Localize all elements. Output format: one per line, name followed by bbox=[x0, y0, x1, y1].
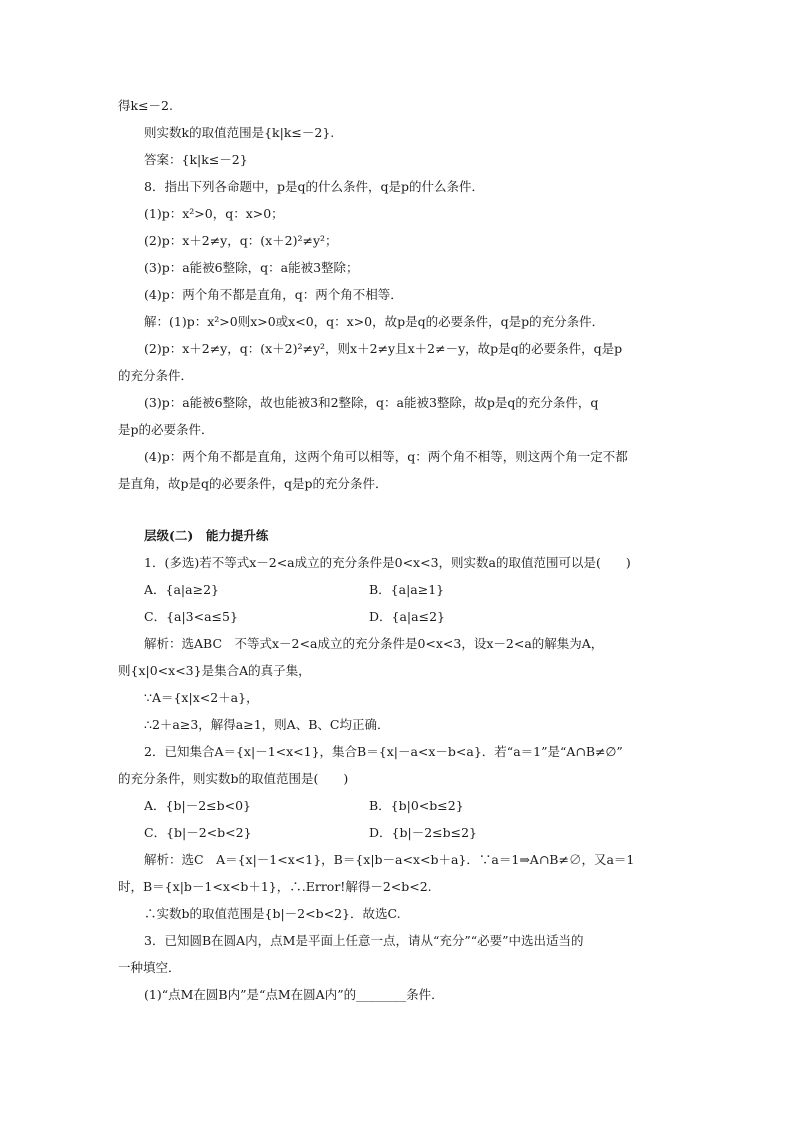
analysis-line: 时，B＝{x|b－1<x<b＋1}，∴.Error!解得－2<b<2. bbox=[118, 879, 432, 894]
solution-line: 是p的必要条件． bbox=[118, 422, 214, 437]
option-a: A．{a|a≥2} bbox=[144, 582, 219, 597]
option-b: B．{a|a≥1} bbox=[369, 582, 445, 597]
analysis-line: ∴实数b的取值范围是{b|－2<b<2}．故选C. bbox=[144, 906, 401, 921]
solution-line: 解：(1)p：x²>0则x>0或x<0，q：x>0，故p是q的必要条件，q是p的充分条件． bbox=[144, 314, 605, 329]
analysis-line: 解析：选C A＝{x|－1<x<1}，B＝{x|b－a<x<b＋a}．∵a＝1⇒A∩B≠∅，又a＝1 bbox=[144, 852, 635, 867]
text-line: 则实数k的取值范围是{k|k≤－2}. bbox=[144, 125, 335, 140]
option-c: C．{b|－2<b<2} bbox=[144, 825, 252, 840]
question-2-cont: 的充分条件，则实数b的取值范围是( ) bbox=[118, 771, 349, 786]
text-line: (3)p：a能被6整除，q：a能被3整除； bbox=[144, 260, 359, 275]
question-3-cont: 一种填空． bbox=[118, 960, 181, 975]
solution-line: 的充分条件． bbox=[118, 368, 194, 383]
section-heading: 层级(二) 能力提升练 bbox=[144, 528, 269, 543]
option-c: C．{a|3<a≤5} bbox=[144, 609, 238, 624]
option-a: A．{b|－2≤b<0} bbox=[144, 798, 252, 813]
answer-line: 答案：{k|k≤－2} bbox=[144, 152, 248, 167]
solution-line: (3)p：a能被6整除，故也能被3和2整除，q：a能被3整除，故p是q的充分条件，q bbox=[144, 395, 599, 410]
option-b: B．{b|0<b≤2} bbox=[369, 798, 464, 813]
text-line: (2)p：x＋2≠y，q：(x＋2)²≠y²； bbox=[144, 233, 338, 248]
solution-line: 是直角，故p是q的必要条件，q是p的充分条件． bbox=[118, 476, 388, 491]
analysis-line: ∴2＋a≥3，解得a≥1，则A、B、C均正确． bbox=[144, 717, 390, 732]
question-1: 1．(多选)若不等式x－2<a成立的充分条件是0<x<3，则实数a的取值范围可以是( ) bbox=[144, 555, 631, 570]
text-line: (1)p：x²>0，q：x>0； bbox=[144, 206, 284, 221]
solution-line: (2)p：x＋2≠y，q：(x＋2)²≠y²，则x＋2≠y且x＋2≠－y，故p是q的必要条件，q是p bbox=[144, 341, 623, 356]
fill-blank-line: (1)“点M在圆B内”是“点M在圆A内”的________条件． bbox=[144, 987, 444, 1002]
analysis-line: 则{x|0<x<3}是集合A的真子集， bbox=[118, 663, 311, 678]
text-line: 得k≤－2. bbox=[118, 98, 173, 113]
option-d: D．{a|a≤2} bbox=[369, 609, 445, 624]
option-d: D．{b|－2≤b≤2} bbox=[369, 825, 477, 840]
question-8: 8．指出下列各命题中，p是q的什么条件，q是p的什么条件． bbox=[144, 179, 484, 194]
analysis-line: 解析：选ABC 不等式x－2<a成立的充分条件是0<x<3，设x－2<a的解集为A， bbox=[144, 636, 604, 651]
solution-line: (4)p：两个角不都是直角，这两个角可以相等，q：两个角不相等，则这两个角一定不都 bbox=[144, 449, 628, 464]
question-2: 2．已知集合A＝{x|－1<x<1}，集合B＝{x|－a<x－b<a}．若“a＝1”是“A∩B≠∅” bbox=[144, 744, 623, 759]
analysis-line: ∵A＝{x|x<2＋a}， bbox=[144, 690, 259, 705]
text-line: (4)p：两个角不都是直角，q：两个角不相等． bbox=[144, 287, 403, 302]
question-3: 3．已知圆B在圆A内，点M是平面上任意一点，请从“充分”“必要”中选出适当的 bbox=[144, 933, 584, 948]
